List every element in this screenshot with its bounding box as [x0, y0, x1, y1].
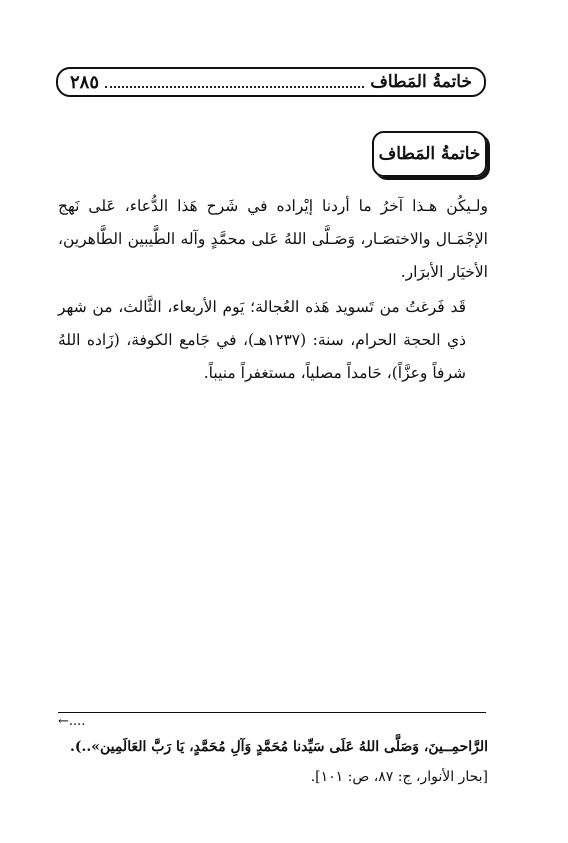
footnote-divider [58, 712, 486, 713]
body-paragraph: قَد فَرغتُ من تَسويد هَذه العُجالة؛ يَوم الأربعاء، الثَّالث، من شهر ذي الحجة الحرام، سنة: (١٢٣٧هـ)، في جَامع الكوفة، (زَاده اللهُ شرفاً وعزَّاً)، حَامداً مصلياً، مستغفراً منيباً. [58, 298, 466, 382]
section-title: خاتمةُ المَطاف [378, 144, 481, 164]
body-paragraph: ولـيكُن هـذا آخرُ ما أردنا إيْراده في شَرح هَذا الدُّعاء، عَلى نَهج الإجْمَـال والاختصَـار، وَصَـلَّى اللهُ عَلى محمَّدٍ وآله الطَّيبين الطَّاهرين، الأخيَار الأبرَار. [58, 197, 488, 281]
running-header [56, 67, 486, 97]
running-header-leader-dots [105, 76, 364, 88]
page-number: ٢٨٥ [70, 71, 100, 93]
running-header-title: خاتمةُ المَطاف [370, 72, 472, 92]
section-title-box [372, 131, 487, 177]
body-text [58, 190, 488, 390]
footnote-continuation-arrow: ←.... [58, 714, 86, 729]
footnote [58, 732, 488, 792]
footnote-citation: [بحار الأنوار، ج: ٨٧، ص: ١٠١]. [310, 769, 488, 785]
footnote-line: الرَّاحمِــينَ، وَصَلَّى اللهُ عَلَى سَيِّدنا مُحَمَّدٍ وَآلِ مُحَمَّدٍ، يَا رَبَّ العَالَمِين»..). [69, 739, 488, 755]
